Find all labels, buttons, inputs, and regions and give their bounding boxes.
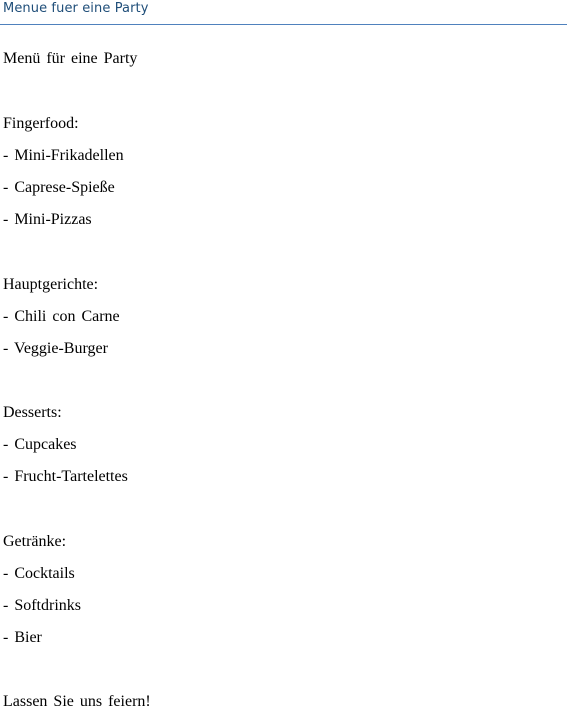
list-item: - Mini-Frikadellen — [3, 147, 124, 164]
section-heading-desserts: Desserts: — [3, 404, 62, 421]
document-title: Menü für eine Party — [3, 50, 138, 67]
list-item: - Softdrinks — [3, 597, 81, 614]
list-item: - Bier — [3, 629, 42, 646]
list-item: - Mini-Pizzas — [3, 211, 92, 228]
list-item: - Veggie-Burger — [3, 340, 108, 357]
header-title: Menue fuer eine Party — [3, 1, 149, 16]
closing-line: Lassen Sie uns feiern! — [3, 693, 151, 710]
section-heading-hauptgerichte: Hauptgerichte: — [3, 276, 99, 293]
list-item: - Cupcakes — [3, 436, 77, 453]
list-item: - Frucht-Tartelettes — [3, 468, 128, 485]
section-heading-getraenke: Getränke: — [3, 533, 67, 550]
list-item: - Cocktails — [3, 565, 75, 582]
list-item: - Chili con Carne — [3, 308, 120, 325]
section-heading-fingerfood: Fingerfood: — [3, 115, 79, 132]
running-header — [0, 0, 567, 25]
list-item: - Caprese-Spieße — [3, 179, 115, 196]
